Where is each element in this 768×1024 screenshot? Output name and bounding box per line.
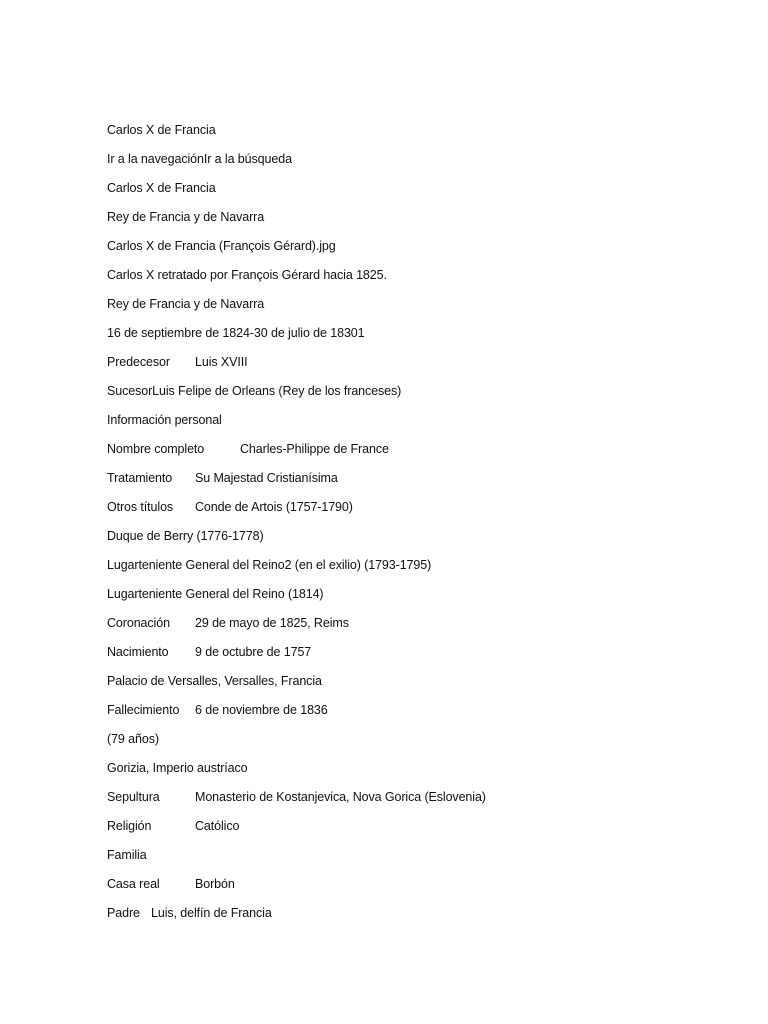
doc-line: (79 años) (107, 732, 159, 746)
doc-line: Rey de Francia y de Navarra (107, 297, 265, 311)
row-value: Luis XVIII (195, 355, 248, 369)
row-value: Conde de Artois (1757-1790) (195, 500, 353, 514)
row-label: Sepultura (107, 790, 160, 804)
row-label: Otros títulos (107, 500, 174, 514)
row-casa-real (107, 875, 727, 904)
row-fallecimiento (107, 701, 727, 730)
row-religion (107, 817, 727, 846)
row-otros-titulos (107, 498, 727, 527)
row-predecesor (107, 353, 727, 382)
row-value: Borbón (195, 877, 235, 891)
document-body (107, 121, 727, 933)
row-label: Casa real (107, 877, 160, 891)
doc-line: Carlos X de Francia (François Gérard).jpg (107, 239, 336, 253)
doc-line: Lugarteniente General del Reino2 (en el exilio) (1793-1795) (107, 558, 432, 572)
row-label: Religión (107, 819, 152, 833)
row-value: Su Majestad Cristianísima (195, 471, 338, 485)
doc-line: Carlos X retratado por François Gérard hacia 1825. (107, 268, 387, 282)
row-padre (107, 904, 727, 933)
doc-line: Rey de Francia y de Navarra (107, 210, 265, 224)
doc-line: Lugarteniente General del Reino (1814) (107, 587, 324, 601)
doc-line: Ir a la navegaciónIr a la búsqueda (107, 152, 292, 166)
row-label: Coronación (107, 616, 170, 630)
doc-line: SucesorLuis Felipe de Orleans (Rey de los franceses) (107, 384, 402, 398)
row-value: 9 de octubre de 1757 (195, 645, 312, 659)
doc-line: Familia (107, 848, 147, 862)
doc-line: Palacio de Versalles, Versalles, Francia (107, 674, 322, 688)
row-label: Predecesor (107, 355, 170, 369)
row-label: Nombre completo (107, 442, 205, 456)
row-label: Fallecimiento (107, 703, 180, 717)
doc-line: Carlos X de Francia (107, 123, 216, 137)
doc-line: Gorizia, Imperio austríaco (107, 761, 248, 775)
doc-line: Información personal (107, 413, 222, 427)
doc-line: Carlos X de Francia (107, 181, 216, 195)
row-value: Monasterio de Kostanjevica, Nova Gorica (Eslovenia) (195, 790, 486, 804)
doc-line: Duque de Berry (1776-1778) (107, 529, 264, 543)
row-nombre-completo (107, 440, 727, 469)
row-value: Charles-Philippe de France (240, 442, 389, 456)
row-value: 29 de mayo de 1825, Reims (195, 616, 349, 630)
row-tratamiento (107, 469, 727, 498)
row-value: Luis, delfín de Francia (151, 906, 272, 920)
row-value: Católico (195, 819, 240, 833)
row-label: Padre (107, 906, 140, 920)
row-label: Tratamiento (107, 471, 173, 485)
row-coronacion (107, 614, 727, 643)
row-value: 6 de noviembre de 1836 (195, 703, 328, 717)
row-label: Nacimiento (107, 645, 169, 659)
doc-line: 16 de septiembre de 1824-30 de julio de 18301 (107, 326, 365, 340)
row-nacimiento (107, 643, 727, 672)
row-sepultura (107, 788, 727, 817)
